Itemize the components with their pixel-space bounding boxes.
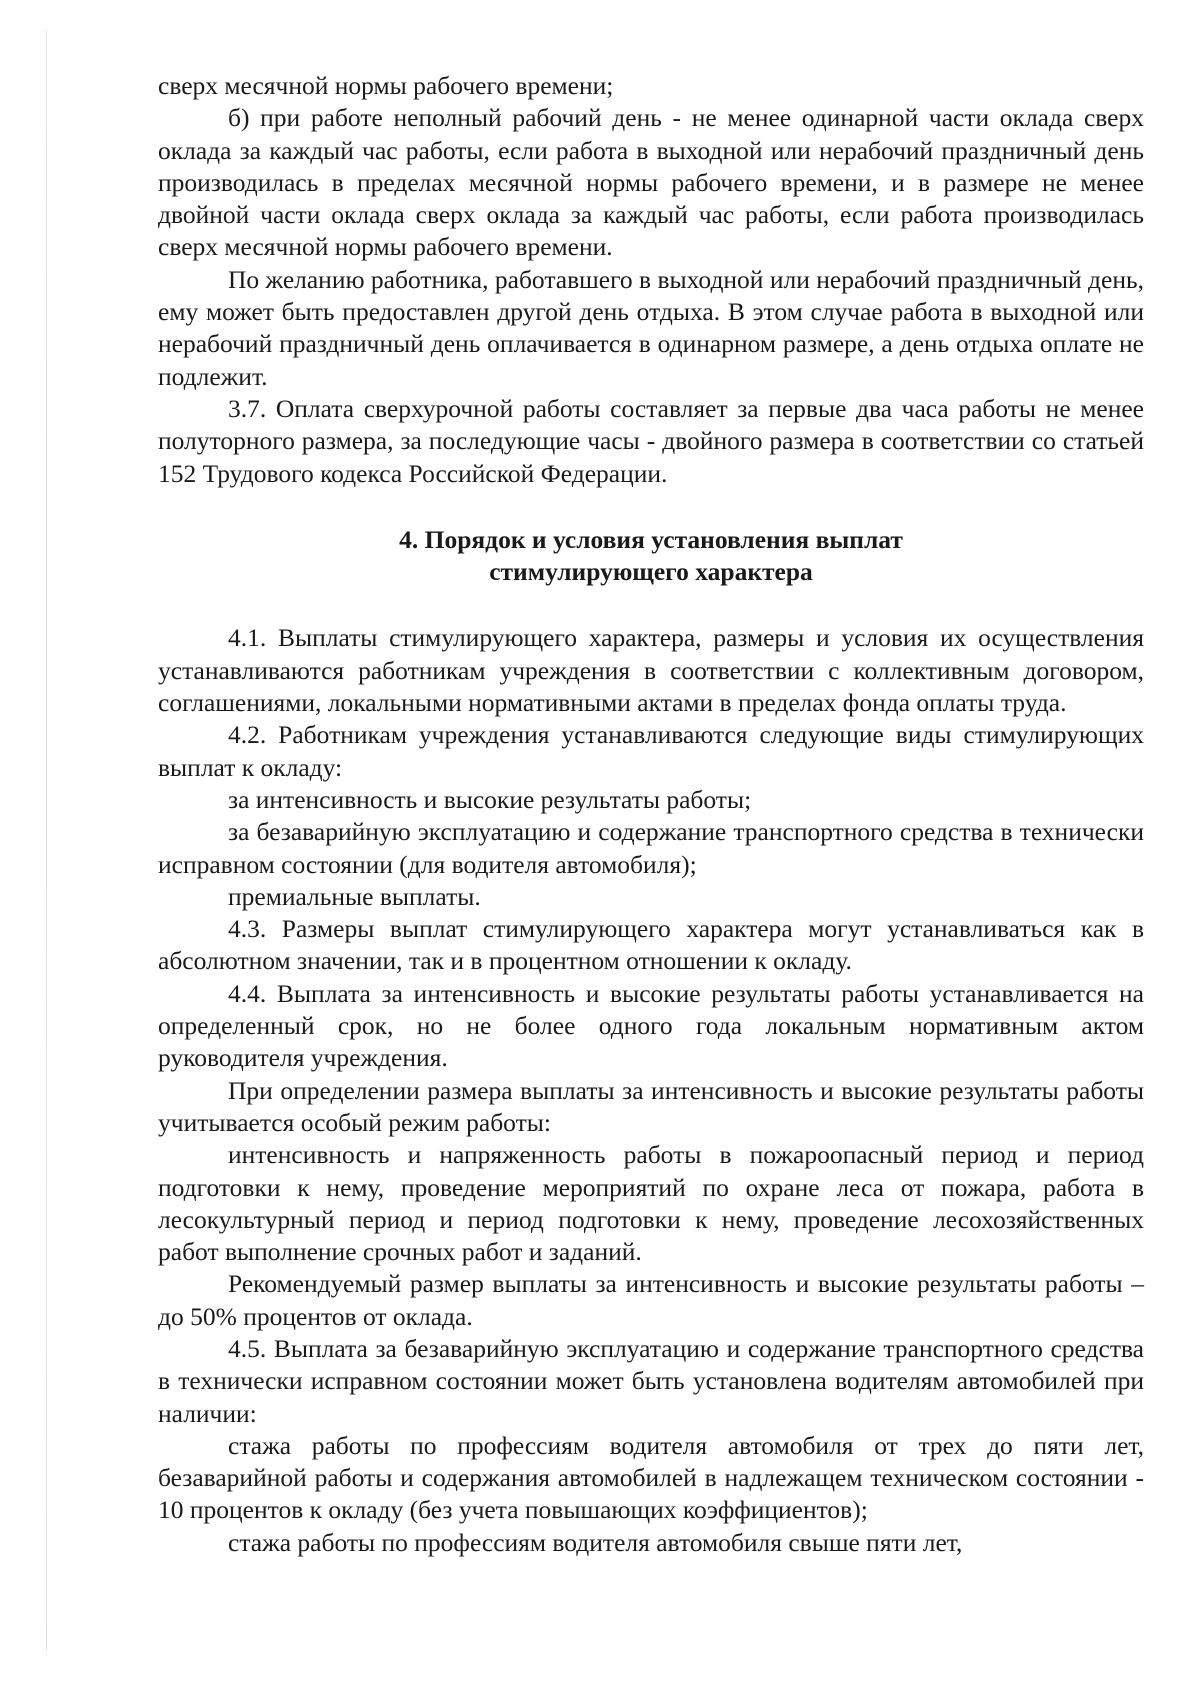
paragraph-part-time-pay: б) при работе неполный рабочий день - не менее одинарной части оклада сверх оклада за каждый час работы, если работа в выходной или нерабочий праздничный день производилась в пределах месячной нормы рабочего времени, и в размере не менее двойной части оклада сверх оклада за каждый час работы, если работа производилась сверх месячной нормы рабочего времени. [158, 103, 1144, 262]
list-item-experience-over-5-years: стажа работы по профессиям водителя автомобиля свыше пяти лет, [228, 1527, 963, 1557]
paragraph-4-5: 4.5. Выплата за безаварийную эксплуатацию и содержание транспортного средства в технически исправном состоянии может быть установлена водителям автомобилей при наличии: [158, 1333, 1144, 1428]
paragraph-3-7-overtime: 3.7. Оплата сверхурочной работы составляет за первые два часа работы не менее полуторного размера, за последующие часы - двойного размера в соответствии со статьей 152 Трудового кодекса Российской Федерации. [158, 393, 1144, 488]
scan-edge-line [46, 30, 47, 1650]
paragraph-4-3: 4.3. Размеры выплат стимулирующего характера могут устанавливаться как в абсолютном значении, так и в процентном отношении к окладу. [158, 914, 1144, 976]
list-item-experience-3-5-years: стажа работы по профессиям водителя автомобиля от трех до пяти лет, безаварийной работы и содержания автомобилей в надлежащем техническом состоянии - 10 процентов к окладу (без учета повышающих коэффициентов); [158, 1430, 1144, 1525]
list-item-bonus-payments: премиальные выплаты. [228, 881, 481, 911]
section-4-heading [158, 524, 1144, 589]
section-4-heading-line2: стимулирующего характера [489, 557, 813, 587]
paragraph-fire-period-work: интенсивность и напряженность работы в пожароопасный период и период подготовки к нему, проведение мероприятий по охране леса от пожара, работа в лесокультурный период и период подготовки к нему, проведение лесохозяйственных работ выполнение срочных работ и заданий. [158, 1140, 1144, 1267]
paragraph-4-2: 4.2. Работникам учреждения устанавливаются следующие виды стимулирующих выплат к окладу: [158, 720, 1144, 782]
section-4-heading-line1: 4. Порядок и условия установления выплат [399, 524, 903, 554]
list-item-intensity: за интенсивность и высокие результаты работы; [228, 784, 752, 814]
document-body [158, 70, 1144, 1559]
paragraph-4-1: 4.1. Выплаты стимулирующего характера, размеры и условия их осуществления устанавливаются работникам учреждения в соответствии с коллективным договором, соглашениями, локальными нормативными актами в пределах фонда оплаты труда. [158, 623, 1144, 718]
paragraph-continuation: сверх месячной нормы рабочего времени; [158, 71, 614, 100]
paragraph-recommended-amount: Рекомендуемый размер выплаты за интенсивность и высокие результаты работы – до 50% процентов от оклада. [158, 1269, 1144, 1331]
paragraph-special-regime: При определении размера выплаты за интенсивность и высокие результаты работы учитывается особый режим работы: [158, 1075, 1144, 1137]
paragraph-day-off: По желанию работника, работавшего в выходной или нерабочий праздничный день, ему может быть предоставлен другой день отдыха. В этом случае работа в выходной или нерабочий праздничный день оплачивается в одинарном размере, а день отдыха оплате не подлежит. [158, 264, 1144, 391]
list-item-vehicle-maintenance: за безаварийную эксплуатацию и содержание транспортного средства в технически исправном состоянии (для водителя автомобиля); [158, 817, 1144, 879]
paragraph-4-4: 4.4. Выплата за интенсивность и высокие результаты работы устанавливается на определенный срок, но не более одного года локальным нормативным актом руководителя учреждения. [158, 978, 1144, 1073]
